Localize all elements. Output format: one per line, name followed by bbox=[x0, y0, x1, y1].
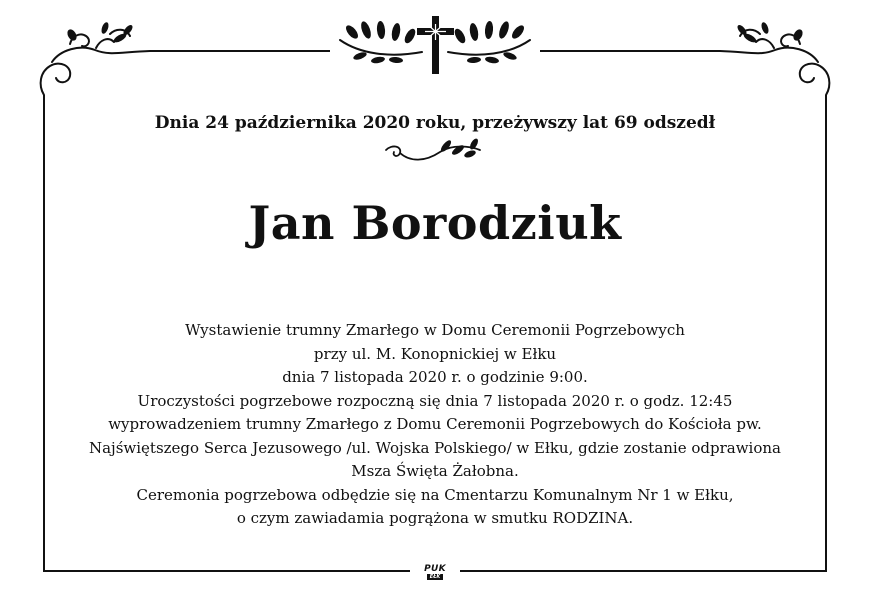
body-line: o czym zawiadamia pogrążona w smutku RODZINA. bbox=[236, 509, 634, 527]
leaf-icon bbox=[66, 21, 135, 44]
leaf-flourish-icon bbox=[386, 137, 480, 159]
leaf-icon bbox=[736, 21, 805, 44]
death-date-line: Dnia 24 października 2020 roku, przeżywszy lat 69 odszedł bbox=[154, 113, 716, 133]
scroll-ornament-icon bbox=[720, 30, 829, 95]
body-line: Najświętszego Serca Jezusowego /ul. Wojska Polskiego/ w Ełku, gdzie zostanie odprawiona bbox=[88, 438, 781, 457]
body-line: Ceremonia pogrzebowa odbędzie się na Cmentarzu Komunalnym Nr 1 w Ełku, bbox=[136, 485, 734, 504]
body-line: dnia 7 listopada 2020 r. o godzinie 9:00. bbox=[282, 368, 588, 386]
deceased-name: Jan Borodziuk bbox=[248, 196, 622, 250]
logo-text: PUK bbox=[424, 564, 446, 574]
puk-logo bbox=[419, 565, 451, 581]
body-line: Wystawienie trumny Zmarłego w Domu Ceremonii Pogrzebowych bbox=[185, 321, 685, 339]
body-line: Msza Święta Żałobna. bbox=[351, 462, 519, 480]
funeral-details bbox=[30, 319, 840, 531]
body-line: wyprowadzeniem trumny Zmarłego z Domu Ceremonii Pogrzebowych do Kościoła pw. bbox=[108, 415, 762, 433]
scroll-ornament-icon bbox=[41, 30, 150, 95]
logo-subtext: EŁK bbox=[427, 574, 443, 580]
cross-with-laurel-icon bbox=[340, 16, 530, 74]
body-line: przy ul. M. Konopnickiej w Ełku bbox=[313, 344, 557, 363]
body-line: Uroczystości pogrzebowe rozpoczną się dnia 7 listopada 2020 r. o godz. 12:45 bbox=[137, 391, 733, 410]
